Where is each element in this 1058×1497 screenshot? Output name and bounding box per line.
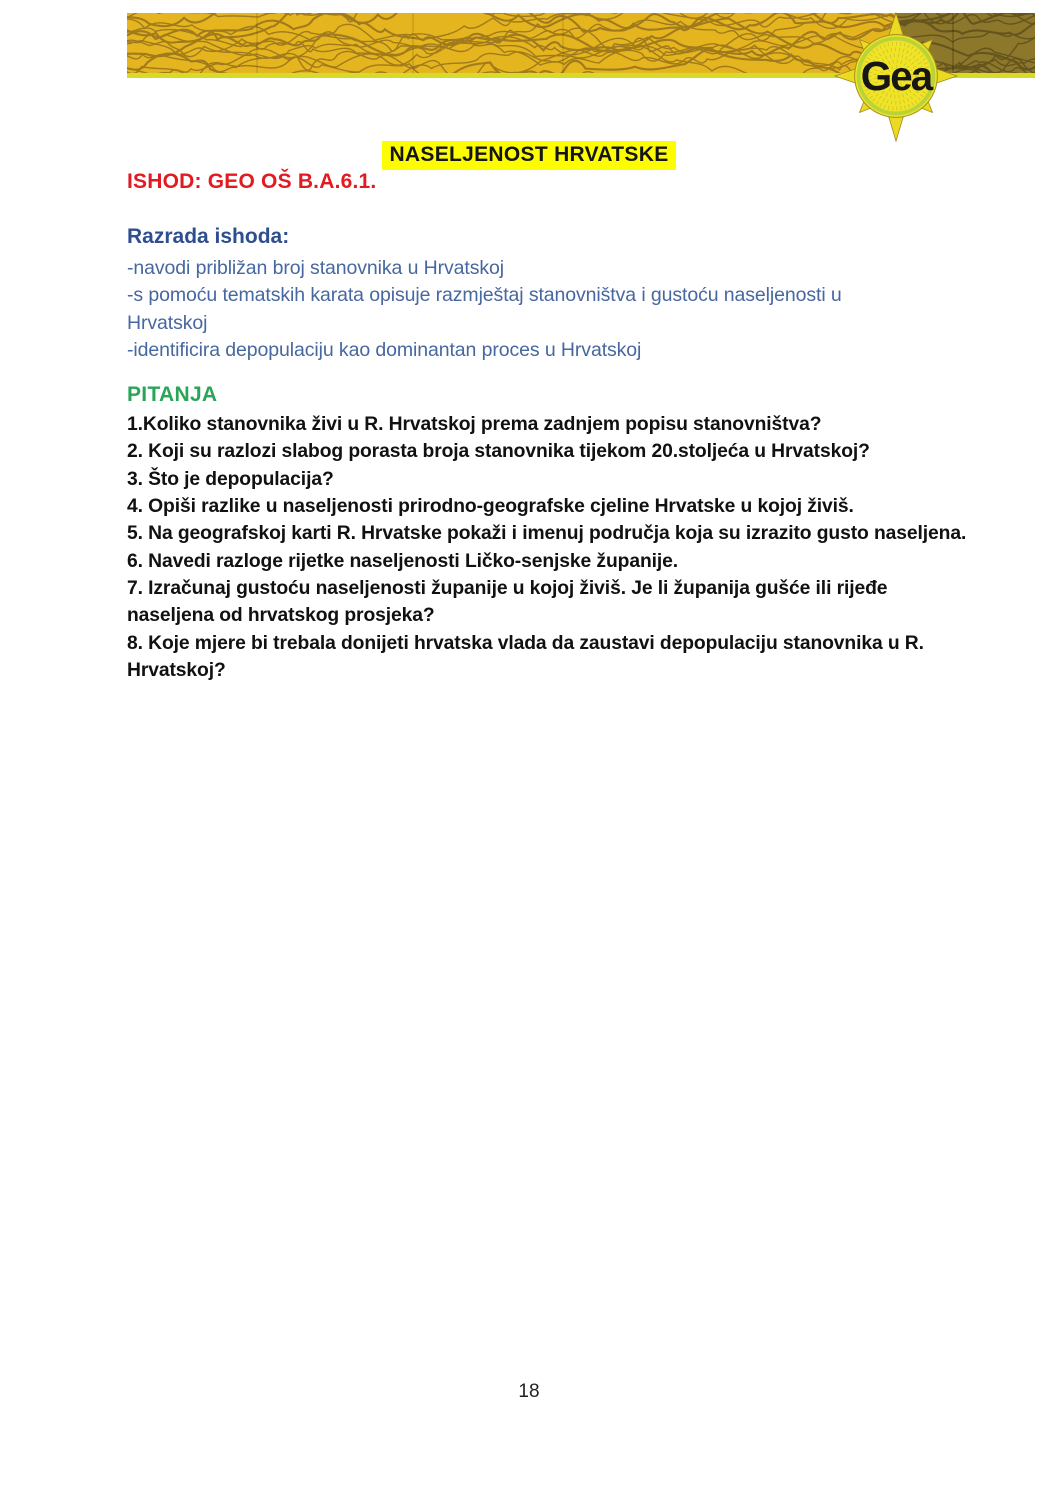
razrada-section (127, 225, 927, 365)
question-item: 6. Navedi razloge rijetke naseljenosti Ličko-senjske županije. (127, 550, 679, 572)
question-item: 4. Opiši razlike u naseljenosti prirodno-geografske cjeline Hrvatske u kojoj živiš. (127, 496, 854, 518)
title-row (0, 141, 1058, 170)
question-item: 3. Što je depopulacija? (127, 468, 334, 490)
razrada-item: -s pomoću tematskih karata opisuje razmještaj stanovništva i gustoću naseljenosti u Hrvatskoj (127, 284, 842, 334)
question-item: 1.Koliko stanovnika živi u R. Hrvatskoj prema zadnjem popisu stanovništva? (127, 414, 822, 435)
page-number: 18 (518, 1381, 540, 1402)
question-item: 5. Na geografskoj karti R. Hrvatske pokaži i imenuj područja koja su izrazito gusto naseljena. (127, 523, 967, 545)
compass-sun-icon (830, 12, 962, 142)
logo-label: Gea (860, 52, 932, 99)
question-item: 2. Koji su razlozi slabog porasta broja stanovnika tijekom 20.stoljeća u Hrvatskoj? (127, 441, 870, 463)
gea-logo (830, 12, 962, 142)
razrada-heading: Razrada ishoda: (127, 225, 290, 248)
question-item: 7. Izračunaj gustoću naseljenosti županije u kojoj živiš. Je li županija gušće ili rijeđe naseljena od hrvatskog prosjeka? (127, 578, 888, 627)
lesson-outcome-code: ISHOD: GEO OŠ B.A.6.1. (127, 170, 377, 193)
page-title: NASELJENOST HRVATSKE (382, 141, 675, 170)
pitanja-section (127, 383, 972, 684)
razrada-item: -navodi približan broj stanovnika u Hrvatskoj (127, 257, 505, 279)
pitanja-heading: PITANJA (127, 383, 218, 406)
question-item: 8. Koje mjere bi trebala donijeti hrvatska vlada da zaustavi depopulaciju stanovnika u R. Hrvatskoj? (127, 632, 924, 682)
razrada-item: -identificira depopulaciju kao dominantan proces u Hrvatskoj (127, 339, 642, 362)
